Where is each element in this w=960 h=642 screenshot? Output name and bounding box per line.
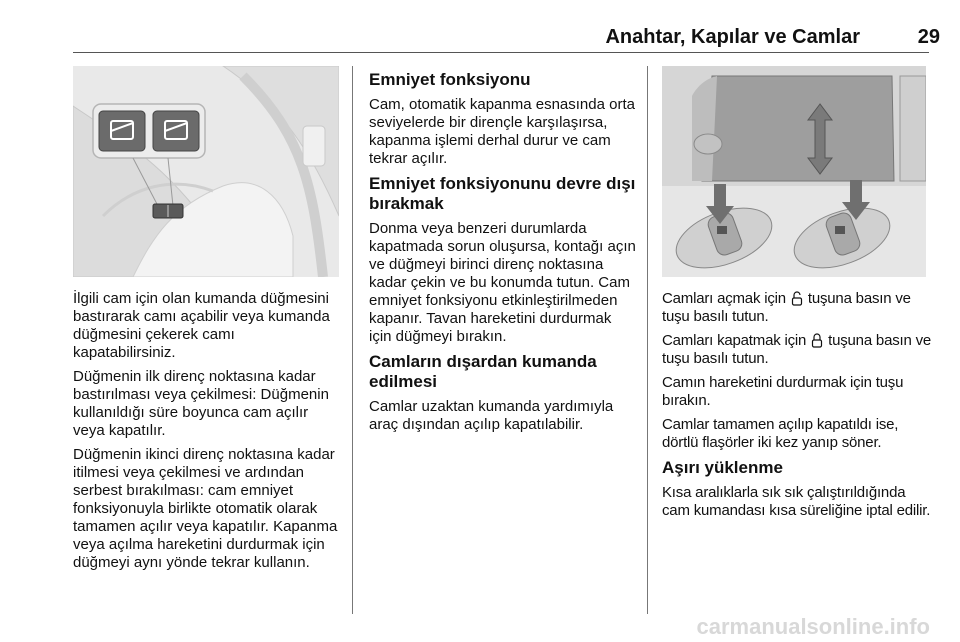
remote-window-figure [662,66,926,277]
lock-icon [811,333,823,348]
watermark: carmanualsonline.info [696,614,930,639]
close-instruction-end: tuşuna basın ve tuşu basılı tutun. [662,332,932,367]
window-switch-panel-illustration [73,66,339,277]
header-rule [73,52,929,53]
heading-safety-function: Emniyet fonksiyonu [369,70,531,89]
close-instruction-start: Camları kapatmak için [662,332,807,349]
stop-movement-text: Camın hareketini durdurmak için tuşu bırakın. [662,374,904,409]
safety-function-text: Cam, otomatik kapanma esnasında orta seviyelerde bir dirençle karşılaşırsa, kapanma işlemi derhal durur ve cam tekrar açılır. [369,96,635,167]
page-header-title: Anahtar, Kapılar ve Camlar [605,26,860,48]
instruction-paragraph-3: Düğmenin ikinci direnç noktasına kadar itilmesi veya çekilmesi ve ardından serbest bırakılması: cam emniyet fonksiyonuyla birlikte otomatik olarak tamamen açılır veya kapatılır. Kapanma veya açılma hareketini durdurmak için düğmeyi aynı yönde tekrar kullanın. [73,446,338,571]
open-instruction-start: Camları açmak için [662,290,786,307]
window-switch-figure [73,66,339,277]
close-windows-text [662,332,932,368]
column-divider-left [352,66,353,614]
left-column-text [73,290,341,578]
open-windows-text [662,290,932,326]
hazard-flash-text: Camlar tamamen açılıp kapatıldı ise, dörtlü flaşörler iki kez yanıp söner. [662,416,899,451]
car-window-remote-key-illustration [662,66,926,277]
instruction-paragraph-1: İlgili cam için olan kumanda düğmesini bastırarak camı açabilir veya kumanda düğmesini çekerek camı kapatabilirsiniz. [73,290,330,361]
unlock-icon [791,291,803,306]
heading-overload: Aşırı yüklenme [662,458,783,477]
right-column-text [662,290,932,526]
heading-disable-safety: Emniyet fonksiyonunu devre dışı bırakmak [369,174,636,213]
disable-safety-text: Donma veya benzeri durumlarda kapatmada sorun oluşursa, kontağı açın ve düğmeyi birinci direnç noktasına kadar çekin ve bu konumda tutun. Cam emniyet fonksiyonu etkinleştirilmeden kapanır. Tavan hareketini durdurmak için düğmeyi bırakın. [369,220,636,345]
page-number: 29 [917,26,940,48]
overload-text: Kısa aralıklarla sık sık çalıştırıldığında cam kumandası kısa süreliğine iptal edilir. [662,484,931,519]
heading-remote-operation: Camların dışardan kumanda edilmesi [369,352,597,391]
middle-column-text [369,66,637,440]
remote-operation-text: Camlar uzaktan kumanda yardımıyla araç dışından açılıp kapatılabilir. [369,398,614,433]
column-divider-right [647,66,648,614]
instruction-paragraph-2: Düğmenin ilk direnç noktasına kadar bastırılması veya çekilmesi: Düğmenin kullanıldığı süre boyunca cam açılır veya kapatılır. [73,368,329,439]
open-instruction-end: tuşuna basın ve tuşu basılı tutun. [662,290,911,325]
